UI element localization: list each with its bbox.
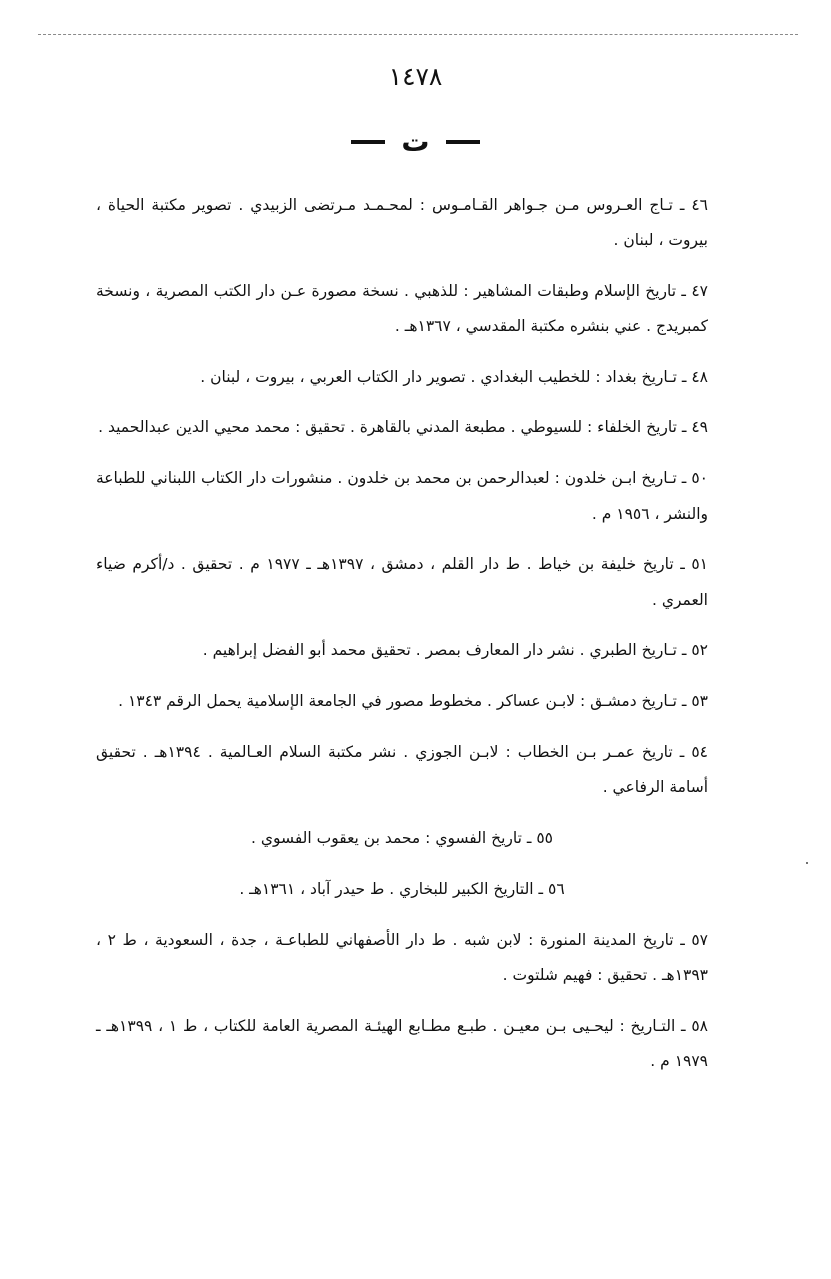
heading-dash-right xyxy=(446,140,480,144)
page-number: ١٤٧٨ xyxy=(388,62,443,91)
bibliography-entry-46: ٤٦ ـ تـاج العـروس مـن جـواهر القـامـوس : لمحـمـد مـرتضى الزبيدي . تصوير مكتبة الحياة ، بيروت ، لبنان . xyxy=(96,195,708,249)
bibliography-entry-54: ٥٤ ـ تاريخ عمـر بـن الخطاب : لابـن الجوزي . نشر مكتبة السلام العـالمية . ١٣٩٤هـ . تحقيق أسامة الرفاعي . xyxy=(96,743,708,797)
scan-speck xyxy=(806,862,808,864)
bibliography-entry-48: ٤٨ ـ تـاريخ بغداد : للخطيب البغدادي . تصوير دار الكتاب العربي ، بيروت ، لبنان . xyxy=(200,367,708,386)
bibliography-entry-58: ٥٨ ـ التـاريخ : ليحـيى بـن معيـن . طبـع مطـابع الهيئـة المصرية العامة للكتاب ، ط ١ ، ١٣٩٩هـ ـ ١٩٧٩ م . xyxy=(96,1016,709,1071)
bibliography-list xyxy=(96,172,708,1082)
bibliography-entry-55: ٥٥ ـ تاريخ الفسوي : محمد بن يعقوب الفسوي . xyxy=(251,829,553,848)
bibliography-entry-47: ٤٧ ـ تاريخ الإسلام وطبقات المشاهير : للذهبي . نسخة مصورة عـن دار الكتب المصرية ، ونسخة كمبريدج . عني بنشره مكتبة المقدسي ، ١٣٦٧هـ . xyxy=(96,281,708,335)
bibliography-entry-49: ٤٩ ـ تاريخ الخلفاء : للسيوطي . مطبعة المدني بالقاهرة . تحقيق : محمد محيي الدين عبدالحميد . xyxy=(98,418,708,437)
section-letter: ت xyxy=(401,125,430,158)
heading-dash-left xyxy=(351,140,385,144)
bibliography-entry-50: ٥٠ ـ تـاريخ ابـن خلدون : لعبدالرحمن بن محمد بن خلدون . منشورات دار الكتاب اللبناني للطباعة والنشر ، ١٩٥٦ م . xyxy=(96,469,708,523)
section-heading xyxy=(0,125,831,158)
bibliography-entry-52: ٥٢ ـ تـاريخ الطبري . نشر دار المعارف بمصر . تحقيق محمد أبو الفضل إبراهيم . xyxy=(202,641,708,660)
scan-edge-line xyxy=(38,34,798,35)
bibliography-entry-57: ٥٧ ـ تاريخ المدينة المنورة : لابن شبه . ط دار الأصفهاني للطباعـة ، جدة ، السعودية ، ط ٢ ، ١٣٩٣هـ . تحقيق : فهيم شلتوت . xyxy=(96,930,709,985)
bibliography-entry-53: ٥٣ ـ تـاريخ دمشـق : لابـن عساكر . مخطوط مصور في الجامعة الإسلامية يحمل الرقم ١٣٤٣ . xyxy=(118,692,708,711)
bibliography-entry-51: ٥١ ـ تاريخ خليفة بن خياط . ط دار القلم ، دمشق ، ١٣٩٧هـ ـ ١٩٧٧ م . تحقيق . د/أكرم ضياء العمري . xyxy=(96,555,708,609)
bibliography-entry-56: ٥٦ ـ التاريخ الكبير للبخاري . ط حيدر آباد ، ١٣٦١هـ . xyxy=(239,879,565,898)
